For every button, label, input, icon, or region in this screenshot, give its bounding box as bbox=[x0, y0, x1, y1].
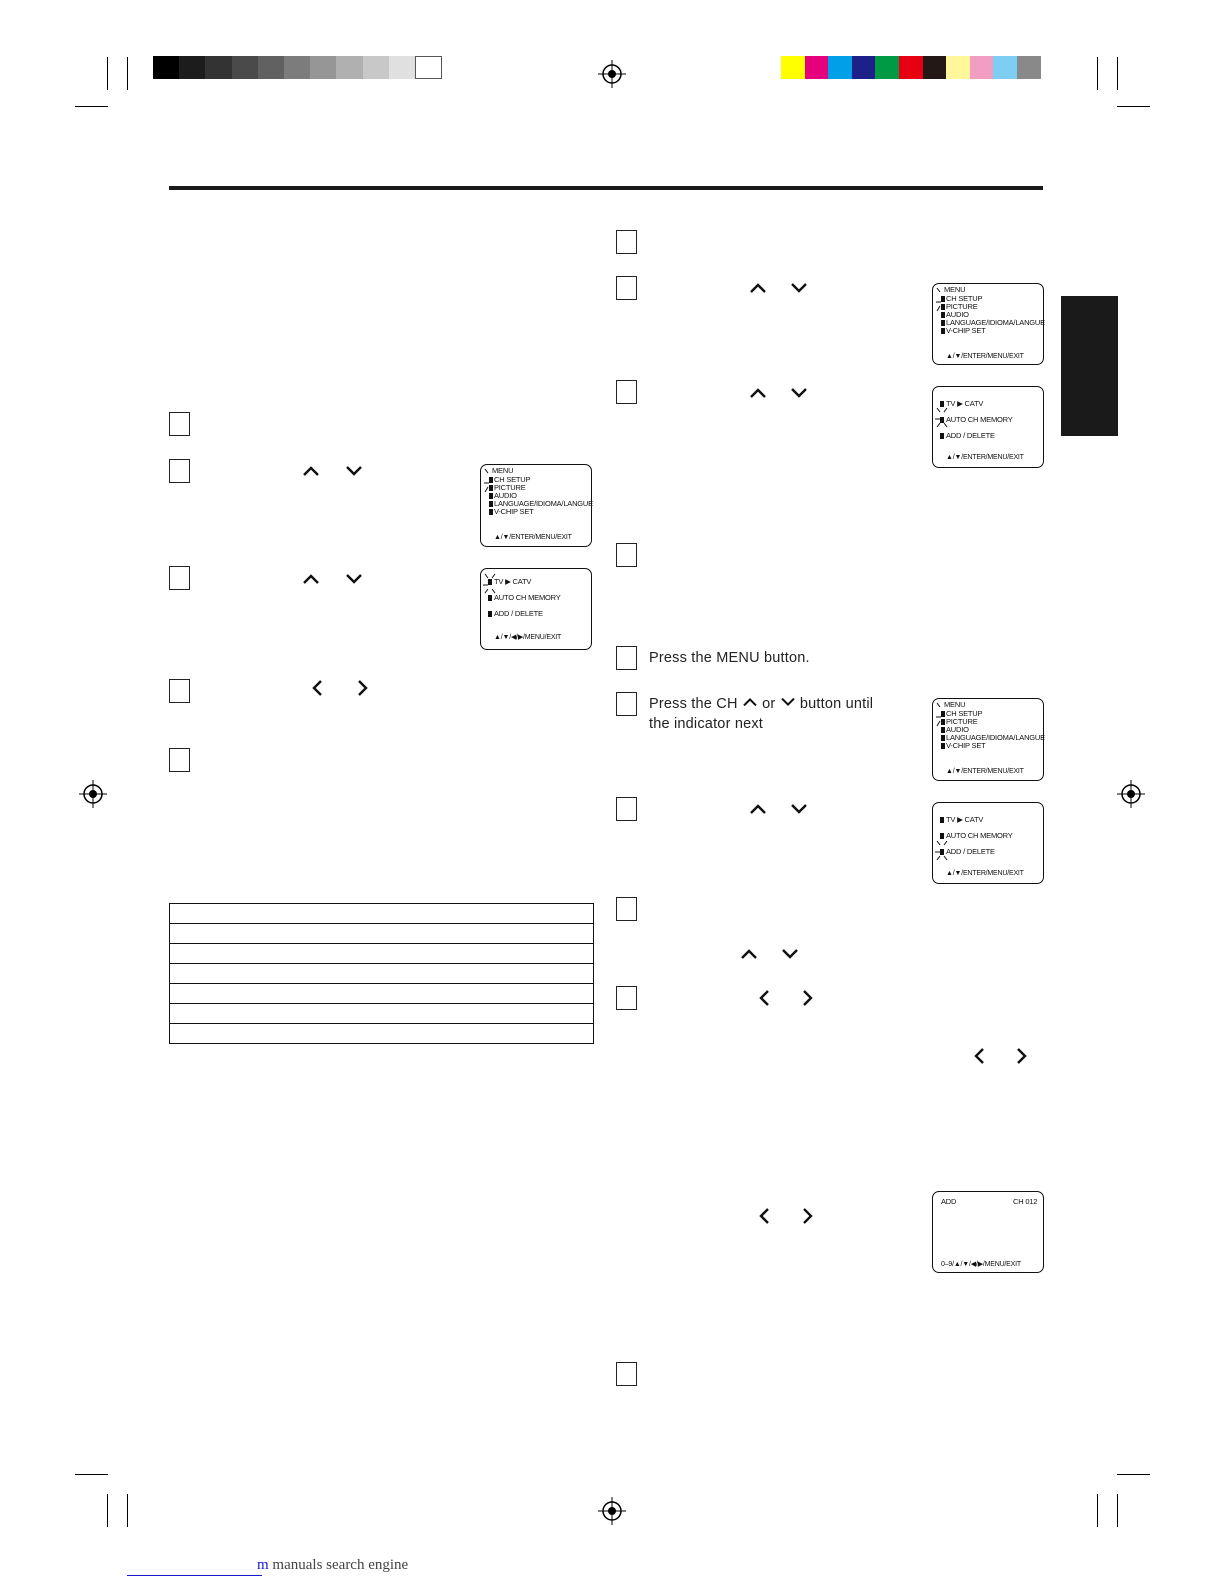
osd-menu-item: LANGUAGE/IDIOMA/LANGUE bbox=[946, 318, 1045, 327]
gray-swatch bbox=[363, 56, 390, 79]
table-row bbox=[170, 1024, 593, 1044]
gray-swatch bbox=[310, 56, 337, 79]
gray-swatch bbox=[232, 56, 259, 79]
osd-menu-item: AUDIO bbox=[946, 310, 969, 319]
chevron-left-icon bbox=[757, 1207, 771, 1225]
color-swatch bbox=[1017, 56, 1041, 79]
osd-ch-setup-footer: ▲/▼/ENTER/MENU/EXIT bbox=[946, 454, 1024, 461]
color-swatch bbox=[852, 56, 876, 79]
chevron-right-icon bbox=[1015, 1047, 1029, 1065]
header-rule bbox=[169, 186, 1043, 190]
osd-menu-footer: ▲/▼/ENTER/MENU/EXIT bbox=[494, 534, 572, 541]
chevron-up-icon bbox=[749, 386, 767, 400]
step-box bbox=[169, 566, 190, 590]
osd-ch-setup-item: AUTO CH MEMORY bbox=[494, 593, 561, 602]
chevron-down-icon bbox=[345, 464, 363, 478]
step-box bbox=[616, 1362, 637, 1386]
step-box bbox=[616, 797, 637, 821]
table-row bbox=[170, 1004, 593, 1024]
footer-link-underline bbox=[127, 1575, 262, 1576]
osd-menu-item: AUDIO bbox=[494, 491, 517, 500]
osd-ch-setup-footer: ▲/▼/◀/▶/MENU/EXIT bbox=[494, 634, 562, 641]
gray-swatch bbox=[205, 56, 232, 79]
registration-mark-right bbox=[1117, 780, 1145, 808]
osd-ch-setup-item: ADD / DELETE bbox=[946, 431, 995, 440]
osd-menu-item: PICTURE bbox=[946, 302, 978, 311]
step-box bbox=[616, 543, 637, 567]
osd-menu-item: V-CHIP SET bbox=[946, 326, 986, 335]
table-row bbox=[170, 964, 593, 984]
footer-engine-text: manuals search engine bbox=[272, 1557, 409, 1573]
osd-menu-title: MENU bbox=[944, 700, 966, 709]
osd-ch-setup-item: TV ▶ CATV bbox=[946, 815, 984, 824]
osd-menu-item: V-CHIP SET bbox=[494, 507, 534, 516]
table-row bbox=[170, 944, 593, 964]
chevron-up-icon bbox=[749, 281, 767, 295]
osd-ch-setup-item: TV ▶ CATV bbox=[494, 577, 532, 586]
osd-menu-item: PICTURE bbox=[946, 717, 978, 726]
step-box bbox=[616, 646, 637, 670]
chevron-down-icon bbox=[345, 572, 363, 586]
osd-add-channel: CH 012 bbox=[1013, 1197, 1038, 1206]
gray-swatch bbox=[389, 56, 416, 79]
step-box bbox=[616, 380, 637, 404]
osd-menu-footer: ▲/▼/ENTER/MENU/EXIT bbox=[946, 768, 1024, 775]
chevron-down-icon bbox=[781, 947, 799, 961]
chevron-down-icon bbox=[780, 696, 796, 708]
osd-ch-setup-screen bbox=[480, 568, 592, 650]
chevron-left-icon bbox=[310, 679, 324, 697]
blank-table bbox=[169, 903, 594, 1044]
step-box bbox=[169, 459, 190, 483]
osd-menu-title: MENU bbox=[944, 285, 966, 294]
osd-menu-item: V-CHIP SET bbox=[946, 741, 986, 750]
osd-ch-setup-item: AUTO CH MEMORY bbox=[946, 415, 1013, 424]
color-swatch bbox=[828, 56, 852, 79]
gray-swatch bbox=[284, 56, 311, 79]
osd-menu-item: CH SETUP bbox=[946, 709, 983, 718]
step-box bbox=[169, 748, 190, 772]
step-box bbox=[169, 412, 190, 436]
step-box bbox=[616, 230, 637, 254]
color-swatch bbox=[946, 56, 970, 79]
osd-ch-setup-item: ADD / DELETE bbox=[494, 609, 543, 618]
gray-swatch bbox=[179, 56, 206, 79]
osd-ch-setup-screen bbox=[932, 386, 1044, 468]
table-row bbox=[170, 904, 593, 924]
osd-menu-screen bbox=[932, 283, 1044, 365]
color-swatch bbox=[875, 56, 899, 79]
step-text-press-menu: Press the MENU button. bbox=[649, 650, 810, 666]
step-text-press-ch-label: Press the CH bbox=[649, 696, 738, 712]
chevron-up-icon bbox=[302, 464, 320, 478]
osd-menu-item: LANGUAGE/IDIOMA/LANGUE bbox=[494, 499, 593, 508]
chevron-down-icon bbox=[790, 386, 808, 400]
chevron-up-icon bbox=[302, 572, 320, 586]
gray-swatch bbox=[336, 56, 363, 79]
osd-ch-setup-item: ADD / DELETE bbox=[946, 847, 995, 856]
chevron-up-icon bbox=[742, 696, 758, 708]
chevron-down-icon bbox=[790, 281, 808, 295]
gray-swatch bbox=[153, 56, 180, 79]
step-box bbox=[616, 986, 637, 1010]
step-text-or: or bbox=[762, 696, 776, 712]
chevron-right-icon bbox=[356, 679, 370, 697]
step-box bbox=[616, 276, 637, 300]
step-text-press-ch bbox=[649, 694, 909, 714]
footer-watermark bbox=[127, 1557, 408, 1574]
osd-menu-footer: ▲/▼/ENTER/MENU/EXIT bbox=[946, 353, 1024, 360]
color-swatch bbox=[923, 56, 947, 79]
chevron-right-icon bbox=[801, 989, 815, 1007]
chevron-up-icon bbox=[749, 802, 767, 816]
osd-add-screen bbox=[932, 1191, 1044, 1273]
chevron-right-icon bbox=[801, 1207, 815, 1225]
step-box bbox=[616, 692, 637, 716]
osd-add-mode: ADD bbox=[941, 1197, 957, 1206]
registration-mark-bottom bbox=[598, 1497, 626, 1525]
color-swatch bbox=[993, 56, 1017, 79]
osd-ch-setup-item: AUTO CH MEMORY bbox=[946, 831, 1013, 840]
table-row bbox=[170, 984, 593, 1004]
step-text-indicator-next: the indicator next bbox=[649, 716, 764, 732]
osd-menu-item: CH SETUP bbox=[946, 294, 983, 303]
osd-ch-setup-item: TV ▶ CATV bbox=[946, 399, 984, 408]
osd-menu-screen bbox=[932, 698, 1044, 781]
registration-mark-top bbox=[598, 60, 626, 88]
color-swatch bbox=[970, 56, 994, 79]
footer-link[interactable]: m bbox=[257, 1557, 269, 1573]
gray-swatch bbox=[415, 56, 442, 79]
color-swatch bbox=[805, 56, 829, 79]
registration-mark-left bbox=[79, 780, 107, 808]
step-text-until: button until bbox=[799, 696, 874, 712]
color-swatch bbox=[899, 56, 923, 79]
gray-swatch bbox=[258, 56, 285, 79]
table-row bbox=[170, 924, 593, 944]
chevron-left-icon bbox=[972, 1047, 986, 1065]
osd-menu-item: AUDIO bbox=[946, 725, 969, 734]
chevron-down-icon bbox=[790, 802, 808, 816]
osd-menu-screen bbox=[480, 464, 592, 547]
osd-ch-setup-footer: ▲/▼/ENTER/MENU/EXIT bbox=[946, 870, 1024, 877]
osd-menu-item: LANGUAGE/IDIOMA/LANGUE bbox=[946, 733, 1045, 742]
osd-add-footer: 0–9/▲/▼/◀/▶/MENU/EXIT bbox=[941, 1261, 1021, 1268]
chevron-left-icon bbox=[757, 989, 771, 1007]
osd-menu-item: CH SETUP bbox=[494, 475, 531, 484]
chevron-up-icon bbox=[740, 947, 758, 961]
osd-ch-setup-screen bbox=[932, 802, 1044, 884]
section-tab bbox=[1061, 296, 1118, 436]
step-box bbox=[616, 897, 637, 921]
osd-menu-item: PICTURE bbox=[494, 483, 526, 492]
osd-menu-title: MENU bbox=[492, 466, 514, 475]
step-box bbox=[169, 679, 190, 703]
color-swatch bbox=[781, 56, 805, 79]
